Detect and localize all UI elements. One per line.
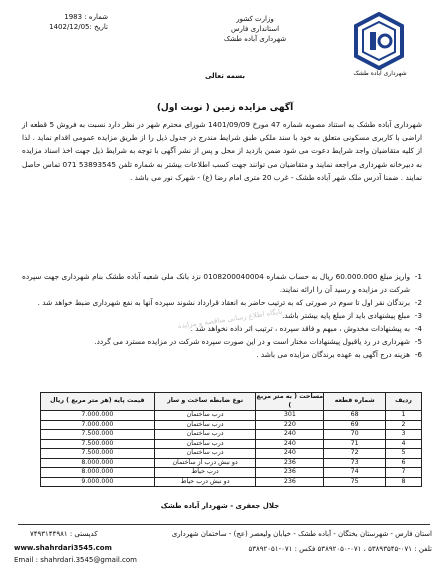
municipality-logo-icon — [352, 12, 406, 70]
table-cell: 2 — [386, 420, 422, 430]
table-cell: درب ساختمان — [154, 430, 256, 440]
table-cell: 7 — [386, 468, 422, 478]
bismillah: بسمه تعالی — [204, 72, 246, 80]
table-cell: 4 — [386, 439, 422, 449]
table-cell: 9.000.000 — [41, 477, 155, 487]
logo-caption: شهرداری آباده طشک — [353, 70, 407, 77]
page-title: آگهی مزایده زمین ( نوبت اول) — [156, 103, 294, 113]
table-cell: درب ساختمان — [154, 449, 256, 459]
table-row — [41, 468, 422, 478]
footer-email-link[interactable]: Email : shahrdari.3545@gmail.com — [14, 556, 138, 564]
footer-postal-code: کدپستی : ۷۴۹۳۱۴۴۹۸۱ — [30, 530, 98, 538]
letter-meta — [38, 12, 108, 32]
table-cell: دو نبش درب حیاط — [154, 477, 256, 487]
table-cell: 236 — [256, 477, 324, 487]
table-cell: درب ساختمان — [154, 411, 256, 421]
column-header: قیمت پایه (هر متر مربع ) ریال — [41, 393, 155, 411]
condition-item: 4- به پیشنهادات مخدوش ، مبهم و فاقد سپرده ، ترتیب اثر داده نخواهد شد . — [190, 324, 422, 333]
land-parcels-table — [40, 392, 422, 487]
table-cell: 72 — [324, 449, 386, 459]
column-header: ردیف — [386, 393, 422, 411]
table-header-row — [41, 393, 422, 411]
table-cell: 7.000.000 — [41, 420, 155, 430]
watermark-text: پایگاه اطلاع رسانی مناقصه و مزایده — [177, 307, 283, 331]
table-cell: 7.500.000 — [41, 439, 155, 449]
table-cell: 69 — [324, 420, 386, 430]
condition-item: 1- واریز مبلغ 60.000.000 ریال به حساب شماره 0108200040004 نزد بانک ملی شعبه آباده طشک بنام شهرداری جهت سپرده شرکت در مزایده و رسید آن را ارائه نمایند. — [22, 272, 422, 294]
table-cell: 240 — [256, 449, 324, 459]
letter-number: شماره : 1983 — [64, 13, 108, 21]
footer-address: استان فارس - شهرستان بختگان - آباده طشک - خیابان ولیعصر (عج) - ساختمان شهرداری — [171, 530, 432, 538]
signature: جلال جعفری - شهردار آباده طشک — [160, 502, 280, 510]
table-cell: درب ساختمان — [154, 439, 256, 449]
organization-block — [200, 14, 310, 44]
table-cell: 8.000.000 — [41, 468, 155, 478]
org-line-2: استانداری فارس — [230, 25, 280, 33]
table-cell: 240 — [256, 430, 324, 440]
table-row — [41, 449, 422, 459]
announcement-body: شهرداری آباده طشک به استناد مصوبه شماره 47 مورخ 1401/09/09 شورای محترم شهر در نظر دارد نسبت به فروش 5 قطعه از اراضی با کاربری مسکونی متعلق به خود با سند ملکی طبق شرایط مندرج در جدول ذیل را از طریق مزایده عمومی اقدام نماید . لذا از کلیه متقاضیان واجد شرایط دعوت می شود ضمن بازدید از محل و پس از نشر آگهی با توجه به شرایط ذیل جهت اخذ اسناد مزایده به دبیرخانه شهرداری مراجعه نمایند و متقاضیان می توانند جهت کسب اطلاعات بیشتر به شماره تلفن 53893545 071 تماس حاصل نمایند . ضمنا آدرس ملک شهر آباده طشک - غرب 20 متری امام رضا (ع) - شهرک نور می باشد . — [22, 120, 422, 182]
table-cell: 7.500.000 — [41, 449, 155, 459]
table-row — [41, 439, 422, 449]
condition-item: 6- هزینه درج آگهی به عهده برندگان مزایده می باشد . — [256, 350, 422, 359]
table-cell: 71 — [324, 439, 386, 449]
condition-item: 2- برندگان نفر اول تا سوم در صورتی که به ترتیب حاضر به انعقاد قرارداد نشوند سپرده آنها به نفع شهرداری ضبط خواهد شد . — [37, 298, 422, 307]
table-cell: 73 — [324, 458, 386, 468]
table-cell: 301 — [256, 411, 324, 421]
condition-item: 3- مبلغ پیشنهادی باید از مبلغ پایه بیشتر باشد. — [282, 311, 422, 320]
footer-phone: تلفن : ۰۷۱-۵۳۸۹۳۵۴۵ ، ۰۷۱-۵۳۸۹۲۰۵۰ فکس : ۰۷۱-۵۳۸۹۲۰۵۱ — [248, 545, 432, 553]
table-cell: 7.500.000 — [41, 430, 155, 440]
table-cell: 74 — [324, 468, 386, 478]
table-cell: 5 — [386, 449, 422, 459]
table-cell: 240 — [256, 439, 324, 449]
table-cell: 3 — [386, 430, 422, 440]
letter-date: تاریخ :1402/12/05 — [49, 23, 108, 31]
table-cell: 75 — [324, 477, 386, 487]
table-cell: 220 — [256, 420, 324, 430]
table-cell: 236 — [256, 458, 324, 468]
org-line-3: شهرداری آباده طشک — [223, 35, 287, 43]
table-cell: 1 — [386, 411, 422, 421]
table-cell: 7.000.000 — [41, 411, 155, 421]
table-row — [41, 420, 422, 430]
condition-item: 5- شهرداری در رد یاقبول پیشنهادات مختار است و در این صورت سپرده شرکت در مزایده مسترد می گردد. — [94, 337, 422, 346]
table-cell: 8 — [386, 477, 422, 487]
table-cell: درب حیاط — [154, 468, 256, 478]
footer-divider — [18, 524, 430, 525]
table-cell: 6 — [386, 458, 422, 468]
table-row — [41, 430, 422, 440]
table-cell: دو نبش درب از ساختمان — [154, 458, 256, 468]
table-row — [41, 411, 422, 421]
table-cell: درب ساختمان — [154, 420, 256, 430]
table-row — [41, 458, 422, 468]
table-cell: 68 — [324, 411, 386, 421]
footer-website-link[interactable]: www.shahrdari3545.com — [14, 544, 112, 552]
table-row — [41, 477, 422, 487]
table-cell: 236 — [256, 468, 324, 478]
org-line-1: وزارت کشور — [236, 15, 274, 23]
column-header: شماره قطعه — [324, 393, 386, 411]
column-header: نوع ضابطه ساخت و ساز — [154, 393, 256, 411]
column-header: مساحت ( به متر مربع ) — [256, 393, 324, 409]
table-cell: 8.000.000 — [41, 458, 155, 468]
table-cell: 70 — [324, 430, 386, 440]
